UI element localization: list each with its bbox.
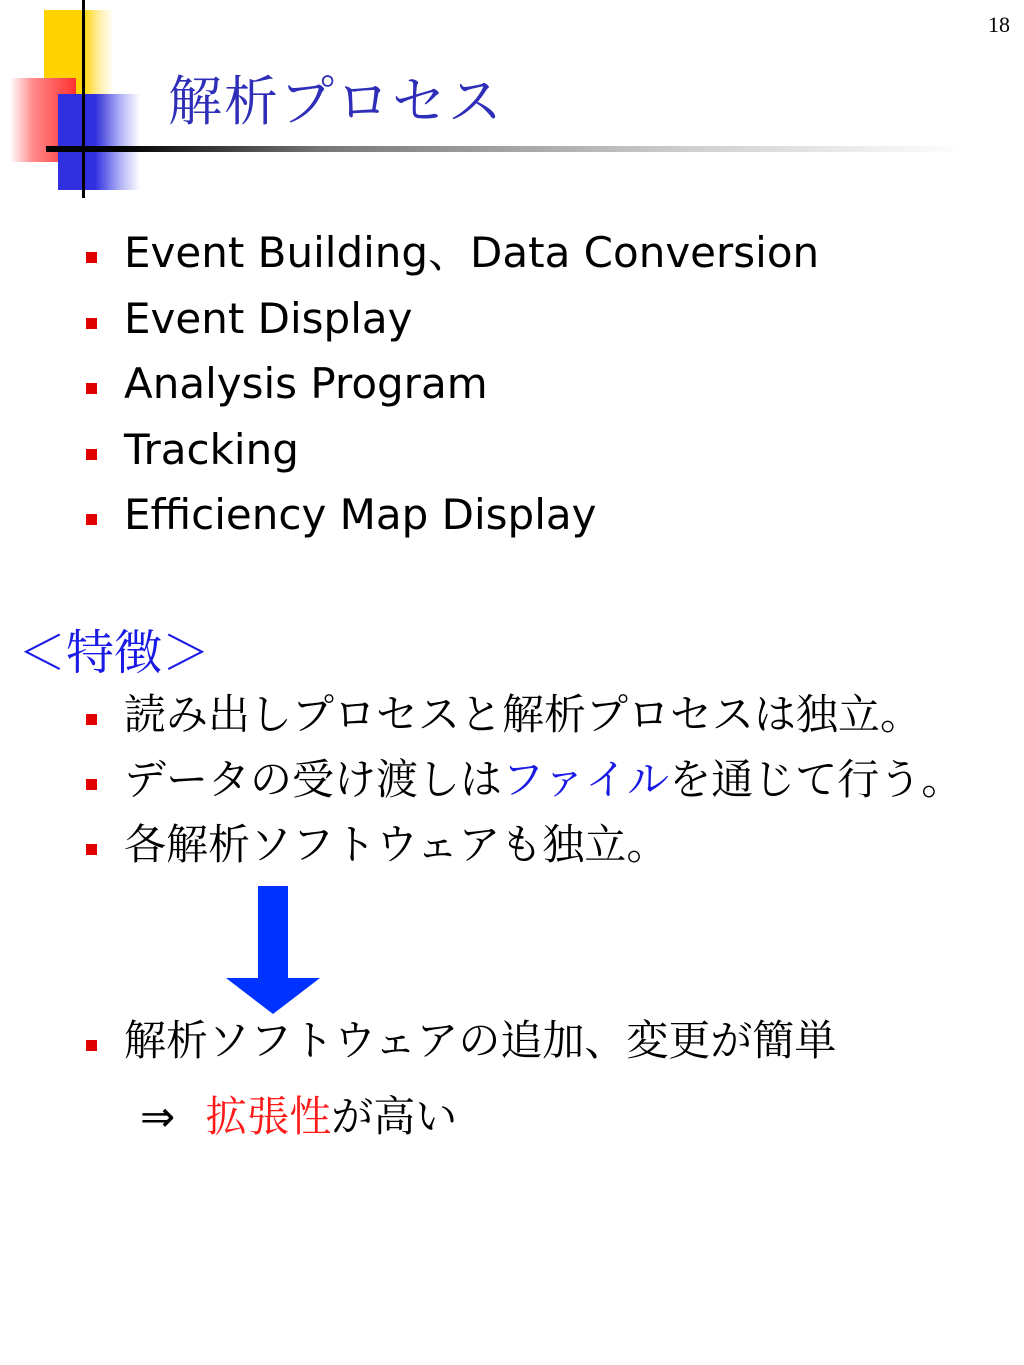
bullet-square-icon (86, 449, 97, 460)
bullet-square-icon (86, 252, 97, 263)
bullet-square-icon (86, 1040, 97, 1051)
implies-symbol: ⇒ (140, 1092, 176, 1141)
conclusion-line (140, 1084, 457, 1144)
list-item-text (124, 755, 964, 804)
bullet-square-icon (86, 779, 97, 790)
bullet-square-icon (86, 714, 97, 725)
list-item-text: Efficiency Map Display (124, 490, 597, 539)
bullet-square-icon (86, 514, 97, 525)
list-item-text: 解析ソフトウェアの追加、変更が簡単 (124, 1016, 837, 1065)
bullet-square-icon (86, 844, 97, 855)
down-arrow-icon (226, 886, 320, 1014)
decor-title-underline (46, 146, 966, 152)
list-item-text: Event Display (124, 294, 413, 343)
text-segment: データの受け渡しは (124, 755, 503, 804)
decor-vertical-line (82, 0, 85, 198)
text-segment: が高い (331, 1092, 458, 1141)
features-heading: ＜特徴＞ (18, 625, 211, 681)
list-item-text: 読み出しプロセスと解析プロセスは独立。 (124, 690, 923, 739)
slide-title: 解析プロセス (168, 70, 504, 133)
list-item-text: 各解析ソフトウェアも独立。 (124, 820, 669, 869)
list-item-text: Event Building、Data Conversion (124, 228, 820, 277)
bullet-square-icon (86, 383, 97, 394)
bullet-square-icon (86, 318, 97, 329)
list-item-text: Tracking (124, 425, 299, 474)
text-segment: を通じて行う。 (669, 755, 964, 804)
file-highlight: ファイル (502, 755, 670, 804)
scalability-highlight: 拡張性 (205, 1092, 332, 1141)
slide-number: 18 (988, 12, 1010, 37)
decor-blue-block (58, 94, 140, 190)
list-item-text: Analysis Program (124, 359, 488, 408)
